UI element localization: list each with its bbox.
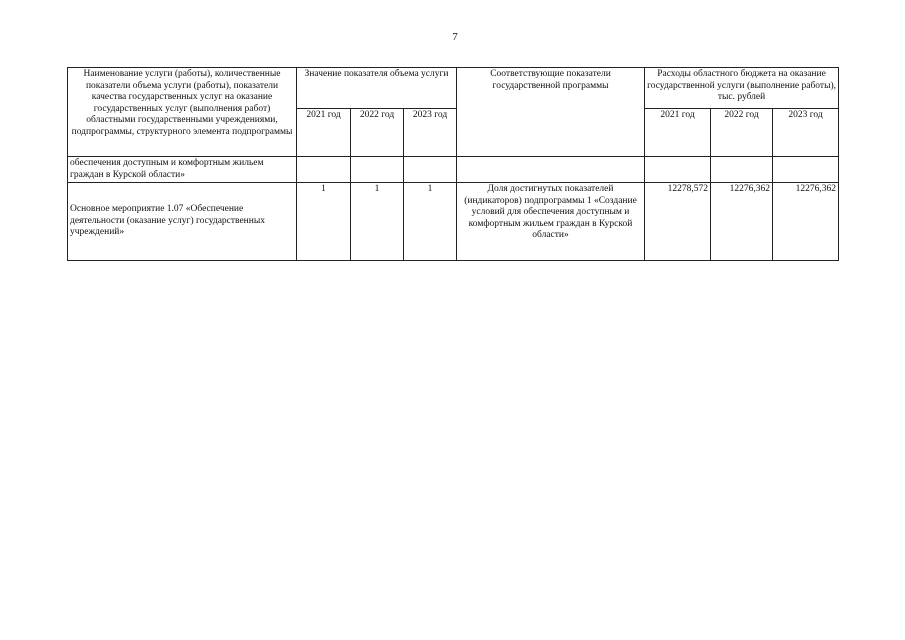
table-row bbox=[68, 183, 839, 261]
row-budget-2022: 12276,362 bbox=[711, 183, 773, 261]
row-volume-2021 bbox=[297, 157, 351, 183]
row-volume-2023 bbox=[404, 157, 457, 183]
header-budget-year-2022: 2022 год bbox=[711, 109, 773, 157]
header-budget-year-2023: 2023 год bbox=[773, 109, 839, 157]
header-volume-year-2023: 2023 год bbox=[404, 109, 457, 157]
row-indicator bbox=[457, 157, 645, 183]
header-volume-year-2022: 2022 год bbox=[351, 109, 404, 157]
row-budget-2023: 12276,362 bbox=[773, 183, 839, 261]
row-budget-2021: 12278,572 bbox=[645, 183, 711, 261]
header-volume-indicator: Значение показателя объема услуги bbox=[297, 68, 457, 109]
services-table bbox=[67, 67, 839, 261]
header-service-name: Наименование услуги (работы), количественные показатели объема услуги (работы), показатели качества государственных услуг на оказание государственных услуг (выполнения работ) областными государственными учреждениями, подпрограммы, структурного элемента подпрограммы bbox=[68, 68, 297, 157]
row-name: обеспечения доступным и комфортным жильем граждан в Курской области» bbox=[68, 157, 297, 183]
row-volume-2023: 1 bbox=[404, 183, 457, 261]
table-row bbox=[68, 157, 839, 183]
header-budget-year-2021: 2021 год bbox=[645, 109, 711, 157]
row-budget-2022 bbox=[711, 157, 773, 183]
row-volume-2021: 1 bbox=[297, 183, 351, 261]
header-volume-year-2021: 2021 год bbox=[297, 109, 351, 157]
row-budget-2021 bbox=[645, 157, 711, 183]
row-budget-2023 bbox=[773, 157, 839, 183]
row-volume-2022 bbox=[351, 157, 404, 183]
row-name: Основное мероприятие 1.07 «Обеспечение деятельности (оказание услуг) государственных учреждений» bbox=[68, 183, 297, 261]
page-number: 7 bbox=[452, 31, 458, 43]
row-indicator: Доля достигнутых показателей (индикаторов) подпрограммы 1 «Создание условий для обеспечения доступным и комфортным жильем граждан в Курской области» bbox=[457, 183, 645, 261]
header-program-indicators: Соответствующие показатели государственной программы bbox=[457, 68, 645, 157]
header-budget-expenses: Расходы областного бюджета на оказание государственной услуги (выполнение работы), тыс. рублей bbox=[645, 68, 839, 109]
row-volume-2022: 1 bbox=[351, 183, 404, 261]
table-header-row bbox=[68, 68, 839, 109]
